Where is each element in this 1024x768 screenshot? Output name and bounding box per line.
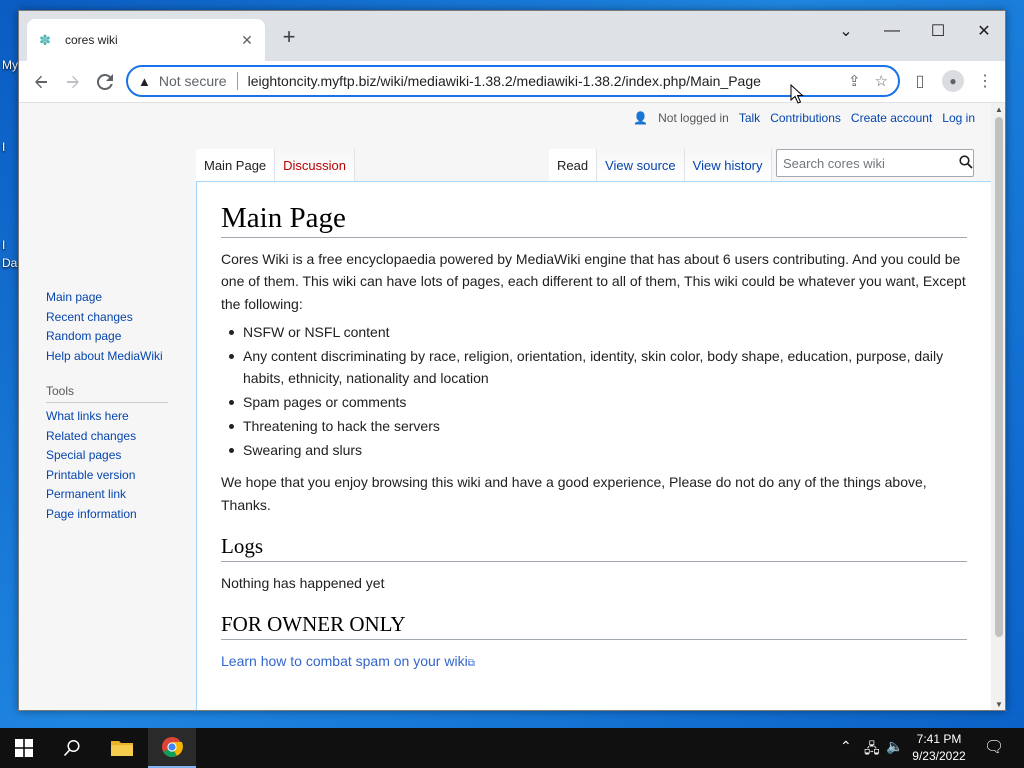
talk-link[interactable]: Talk xyxy=(738,111,761,125)
search-box xyxy=(776,149,974,177)
list-item: NSFW or NSFL content xyxy=(243,321,967,343)
list-item: Spam pages or comments xyxy=(243,391,967,413)
sidebar-item-recent-changes[interactable]: Recent changes xyxy=(46,309,133,324)
menu-kebab-icon[interactable]: ⋮ xyxy=(977,73,993,90)
url-text[interactable]: leightoncity.myftp.biz/wiki/mediawiki-1.38.2/mediawiki-1.38.2/index.php/Main_Page xyxy=(247,73,761,89)
tab-read[interactable]: Read xyxy=(549,149,597,181)
search-icon[interactable] xyxy=(959,155,973,172)
user-icon: 👤 xyxy=(633,111,649,125)
side-panel-icon[interactable]: ▯ xyxy=(915,73,925,90)
sidebar-item-what-links-here[interactable]: What links here xyxy=(46,409,129,423)
tab-view-source[interactable]: View source xyxy=(597,149,685,181)
tab-search-button[interactable]: ⌄ xyxy=(839,23,853,40)
sidebar-item-main-page[interactable]: Main page xyxy=(46,290,103,304)
chrome-icon xyxy=(161,736,183,758)
tab-title: cores wiki xyxy=(65,33,118,47)
closing-paragraph: We hope that you enjoy browsing this wiki and have a good experience, Please do not do any of the things above, Thanks. xyxy=(221,474,927,513)
logs-text: Nothing has happened yet xyxy=(221,575,385,592)
security-label[interactable]: Not secure xyxy=(158,73,227,89)
maximize-button[interactable]: ☐ xyxy=(930,23,946,40)
tab-strip xyxy=(19,11,1005,61)
tab-view-history[interactable]: View history xyxy=(685,149,772,181)
spam-link-row xyxy=(221,650,967,675)
browser-window xyxy=(18,10,1006,711)
list-item: Swearing and slurs xyxy=(243,439,967,461)
desktop-icon-label[interactable]: My xyxy=(2,58,18,72)
sidebar-item-permanent-link[interactable]: Permanent link xyxy=(46,487,127,501)
close-window-button[interactable]: ✕ xyxy=(977,23,991,40)
desktop-icon-label[interactable]: I xyxy=(2,140,6,154)
folder-icon xyxy=(110,738,134,758)
bookmark-star-icon[interactable]: ☆ xyxy=(874,73,888,90)
reload-button[interactable] xyxy=(91,68,119,96)
sidebar-item-help[interactable]: Help about MediaWiki xyxy=(46,348,163,363)
combat-spam-link[interactable]: Learn how to combat spam on your wiki xyxy=(221,653,468,670)
profile-avatar-icon[interactable]: ● xyxy=(942,70,964,92)
sidebar-item-page-information[interactable]: Page information xyxy=(46,506,137,521)
close-icon[interactable]: ✕ xyxy=(241,31,253,48)
page-title: Main Page xyxy=(221,202,967,238)
search-icon xyxy=(63,739,81,757)
sidebar-item-special-pages[interactable]: Special pages xyxy=(46,448,122,462)
sidebar-item-random-page[interactable]: Random page xyxy=(46,329,122,343)
volume-icon[interactable]: 🔈 xyxy=(886,738,904,754)
file-explorer-button[interactable] xyxy=(98,728,146,768)
back-button[interactable] xyxy=(27,68,55,96)
personal-tools xyxy=(633,111,975,125)
browser-tab[interactable] xyxy=(27,19,265,61)
tab-main-page[interactable]: Main Page xyxy=(196,149,275,181)
new-tab-button[interactable]: + xyxy=(282,24,296,49)
list-item: Any content discriminating by race, religion, orientation, identity, skin color, body shape, education, purpose, daily habits, ethnicity, nationality and location xyxy=(243,345,967,389)
clock-time: 7:41 PM xyxy=(916,732,962,746)
desktop-icon-label[interactable]: I xyxy=(2,238,6,252)
warning-icon[interactable]: ▲ xyxy=(138,73,151,89)
login-status: Not logged in xyxy=(658,111,729,125)
divider xyxy=(237,72,238,90)
browser-toolbar xyxy=(19,61,1005,103)
create-account-link[interactable]: Create account xyxy=(850,111,933,125)
wiki-page xyxy=(19,103,991,711)
scroll-down-icon[interactable]: ▼ xyxy=(995,700,1003,709)
network-icon[interactable]: 🖧 xyxy=(864,740,880,756)
list-item: Threatening to hack the servers xyxy=(243,415,967,437)
mouse-cursor-icon xyxy=(790,84,804,104)
notification-icon[interactable]: 🗨 xyxy=(984,739,1005,756)
search-taskbar-button[interactable] xyxy=(48,728,96,768)
intro-paragraph: Cores Wiki is a free encyclopaedia powered by MediaWiki engine that has about 6 users contributing. And you could be one of them. This wiki can have lots of pages, each different to all of them, This wiki could be whatever you want, Except the following: xyxy=(221,251,966,312)
scrollbar-thumb[interactable] xyxy=(995,117,1003,637)
chrome-taskbar-button[interactable] xyxy=(148,728,196,768)
page-scrollbar[interactable] xyxy=(991,103,1006,711)
login-link[interactable]: Log in xyxy=(942,111,975,125)
minimize-button[interactable]: — xyxy=(884,22,900,39)
namespace-tabs xyxy=(196,149,355,181)
forward-button[interactable] xyxy=(59,68,87,96)
desktop-icon-label[interactable]: Da xyxy=(2,256,18,270)
address-bar[interactable] xyxy=(126,65,900,97)
mediawiki-icon: ✽ xyxy=(39,31,51,48)
scroll-up-icon[interactable]: ▲ xyxy=(995,105,1003,114)
system-clock[interactable] xyxy=(908,731,970,765)
external-link-icon: ⧉ xyxy=(467,658,475,670)
start-button[interactable] xyxy=(0,728,48,768)
search-input[interactable] xyxy=(783,156,959,171)
sidebar xyxy=(46,288,196,524)
back-arrow-icon xyxy=(33,74,49,90)
view-tabs xyxy=(549,149,772,181)
taskbar xyxy=(0,728,1024,768)
reload-icon xyxy=(97,74,113,90)
owner-heading: FOR OWNER ONLY xyxy=(221,612,967,640)
tools-heading: Tools xyxy=(46,384,168,403)
clock-date: 9/23/2022 xyxy=(912,749,966,763)
article-content xyxy=(196,181,991,711)
sidebar-item-related-changes[interactable]: Related changes xyxy=(46,428,137,443)
sidebar-item-printable-version[interactable]: Printable version xyxy=(46,467,136,482)
tab-discussion[interactable]: Discussion xyxy=(275,149,355,181)
windows-logo-icon xyxy=(15,739,33,757)
share-icon[interactable]: ⇪ xyxy=(847,73,861,90)
rules-list xyxy=(243,321,967,461)
contributions-link[interactable]: Contributions xyxy=(770,111,841,125)
chevron-up-icon[interactable]: ⌃ xyxy=(840,738,852,754)
logs-heading: Logs xyxy=(221,534,967,562)
forward-arrow-icon xyxy=(65,74,81,90)
